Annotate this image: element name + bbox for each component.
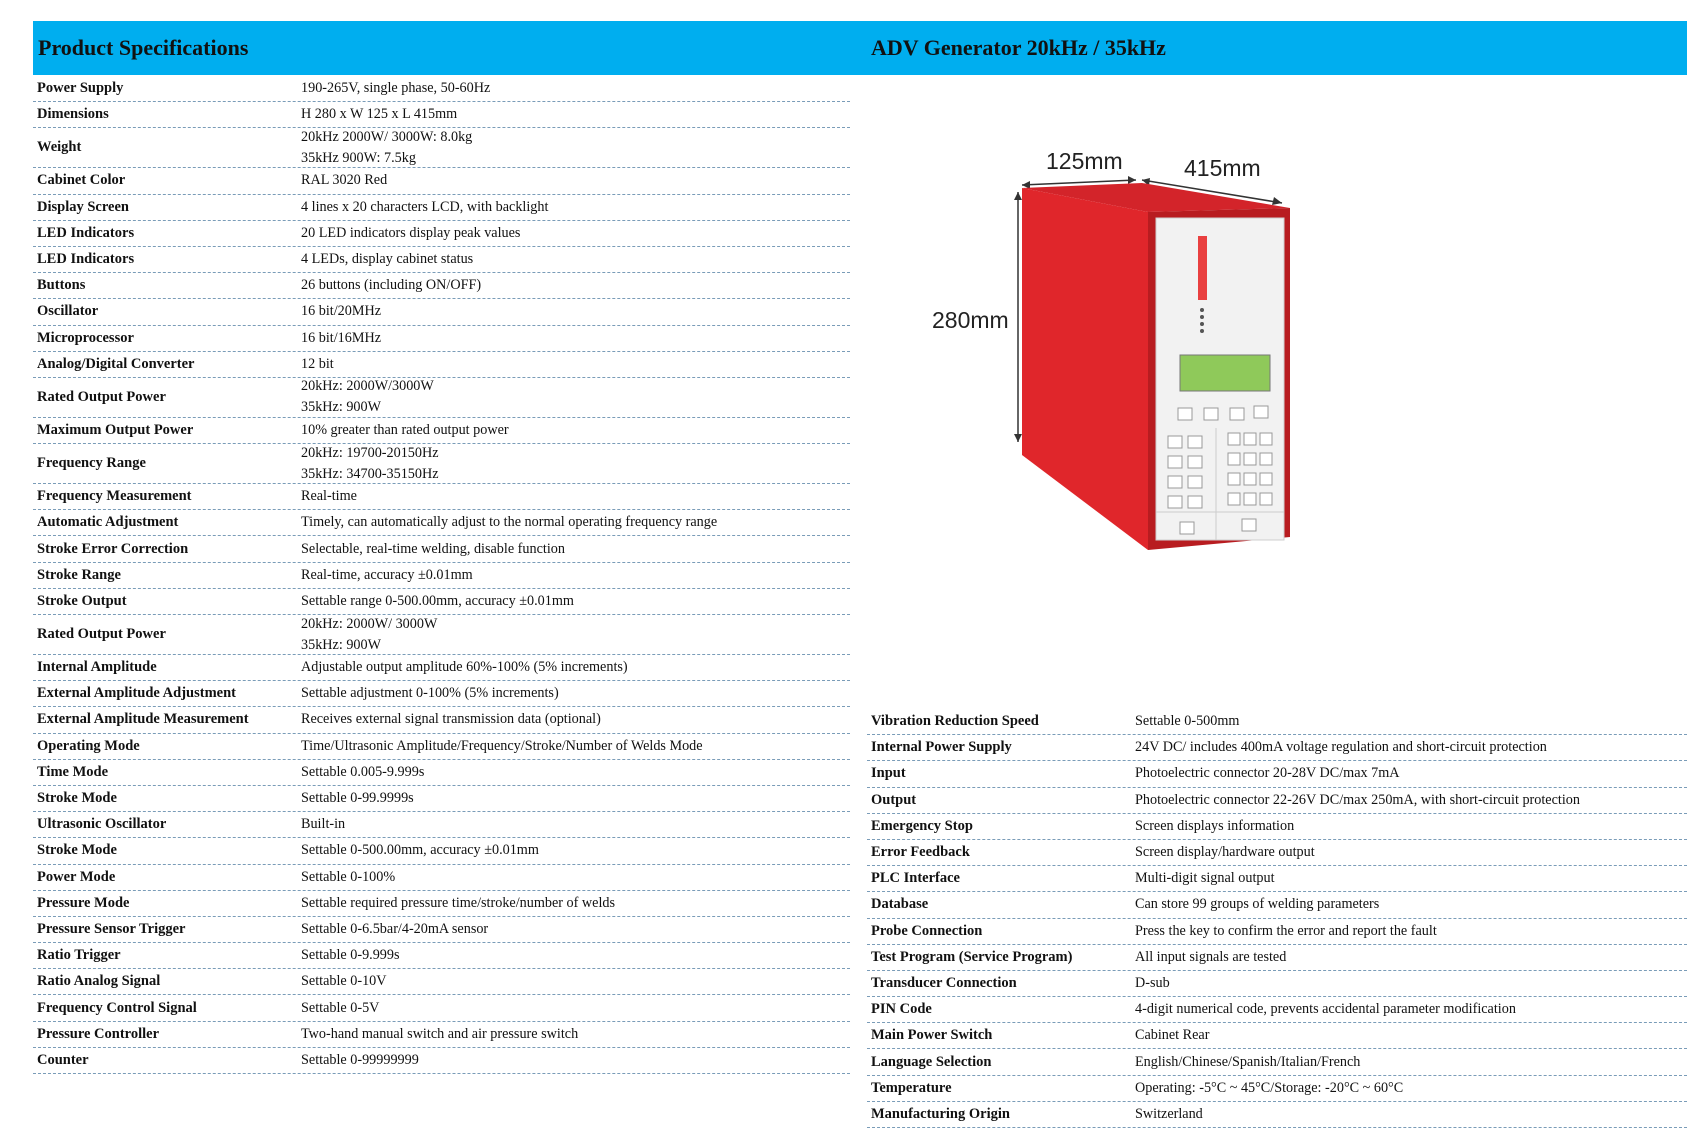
spec-value-line: Real-time — [301, 488, 357, 505]
spec-value-line: 10% greater than rated output power — [301, 421, 509, 438]
spec-value — [301, 197, 548, 218]
spec-label: Power Mode — [37, 868, 116, 885]
spec-label: Rated Output Power — [37, 388, 166, 405]
spec-row — [867, 892, 1687, 918]
spec-value — [301, 867, 395, 888]
height-label: 280mm — [932, 307, 1009, 333]
product-title: ADV Generator 20kHz / 35kHz — [871, 35, 1166, 60]
spec-row — [33, 615, 850, 655]
spec-value-line: Settable 0-9.999s — [301, 947, 400, 964]
spec-value — [301, 998, 379, 1019]
spec-label: LED Indicators — [37, 251, 135, 268]
spec-label: Analog/Digital Converter — [37, 355, 195, 372]
spec-value-line: Receives external signal transmission data (optional) — [301, 711, 601, 728]
spec-value-line: 26 buttons (including ON/OFF) — [301, 277, 482, 294]
spec-row — [33, 943, 850, 969]
spec-value — [301, 443, 439, 485]
spec-value — [1135, 763, 1400, 784]
length-label: 415mm — [1184, 155, 1261, 181]
spec-row — [867, 788, 1687, 814]
spec-row — [33, 221, 850, 247]
spec-table-right — [867, 709, 1687, 1128]
spec-value-line: 20kHz: 2000W/3000W — [301, 378, 434, 395]
spec-label: Temperature — [871, 1079, 952, 1096]
spec-value — [1135, 921, 1437, 942]
spec-value-line: 4 lines x 20 characters LCD, with backlight — [301, 198, 549, 215]
spec-row — [33, 812, 850, 838]
spec-row — [867, 1049, 1687, 1075]
header-bar — [33, 21, 1687, 75]
spec-value — [301, 709, 601, 730]
spec-label: Stroke Mode — [37, 842, 117, 859]
spec-row — [867, 761, 1687, 787]
spec-table-left — [33, 76, 850, 1074]
spec-row — [867, 866, 1687, 892]
spec-row — [867, 997, 1687, 1023]
spec-value-line: Screen display/hardware output — [1135, 844, 1315, 861]
spec-row — [33, 995, 850, 1021]
spec-label: Test Program (Service Program) — [871, 948, 1073, 965]
spec-value-line: RAL 3020 Red — [301, 172, 388, 189]
spec-value-line: Settable 0-99999999 — [301, 1051, 419, 1068]
spec-value — [301, 539, 565, 560]
spec-row — [867, 1076, 1687, 1102]
spec-label: External Amplitude Adjustment — [37, 685, 236, 702]
spec-value-line: Two-hand manual switch and air pressure switch — [301, 1025, 579, 1042]
spec-label: Stroke Range — [37, 566, 121, 583]
spec-label: Ratio Trigger — [37, 947, 121, 964]
spec-value-line: Settable 0-5V — [301, 999, 380, 1016]
spec-label: Weight — [37, 139, 82, 156]
spec-label: Frequency Range — [37, 455, 146, 472]
spec-value-line: 16 bit/16MHz — [301, 329, 381, 346]
spec-value — [301, 249, 473, 270]
spec-value — [301, 971, 387, 992]
spec-value-line: 190-265V, single phase, 50-60Hz — [301, 80, 491, 97]
spec-value — [301, 275, 481, 296]
spec-row — [867, 971, 1687, 997]
spec-row — [33, 352, 850, 378]
spec-label: Vibration Reduction Speed — [871, 713, 1039, 730]
spec-row — [33, 681, 850, 707]
spec-label: Pressure Controller — [37, 1025, 160, 1042]
spec-value — [1135, 947, 1286, 968]
spec-row — [33, 168, 850, 194]
spec-value — [301, 657, 628, 678]
spec-value-line: Press the key to confirm the error and report the fault — [1135, 922, 1437, 939]
spec-row — [867, 840, 1687, 866]
spec-row — [33, 326, 850, 352]
spec-label: Power Supply — [37, 80, 124, 97]
spec-row — [33, 563, 850, 589]
spec-value-line: D-sub — [1135, 974, 1170, 991]
spec-value-line: Can store 99 groups of welding parameters — [1135, 896, 1380, 913]
spec-label: Pressure Sensor Trigger — [37, 920, 186, 937]
spec-label: Stroke Error Correction — [37, 540, 189, 557]
spec-value — [301, 591, 574, 612]
spec-label: Cabinet Color — [37, 172, 126, 189]
spec-value — [301, 893, 615, 914]
spec-value — [1135, 1052, 1360, 1073]
spec-label: Frequency Control Signal — [37, 999, 197, 1016]
spec-label: Display Screen — [37, 198, 129, 215]
spec-value — [1135, 1025, 1209, 1046]
spec-row — [33, 891, 850, 917]
spec-row — [867, 1023, 1687, 1049]
spec-label: Ultrasonic Oscillator — [37, 816, 167, 833]
spec-label: Maximum Output Power — [37, 421, 194, 438]
spec-value — [1135, 816, 1294, 837]
spec-label: Stroke Output — [37, 592, 127, 609]
width-label: 125mm — [1046, 148, 1123, 174]
spec-row — [33, 760, 850, 786]
spec-value-line: Real-time, accuracy ±0.01mm — [301, 566, 473, 583]
spec-value-line: Built-in — [301, 816, 346, 833]
spec-row — [33, 128, 850, 168]
spec-row — [33, 484, 850, 510]
spec-value — [1135, 1078, 1403, 1099]
spec-label: Internal Power Supply — [871, 739, 1012, 756]
spec-value — [301, 354, 334, 375]
section-title: Product Specifications — [38, 35, 249, 60]
spec-value — [301, 788, 414, 809]
spec-value-line: Multi-digit signal output — [1135, 870, 1275, 887]
spec-row — [33, 247, 850, 273]
spec-value-line: Photoelectric connector 20-28V DC/max 7mA — [1135, 765, 1400, 782]
spec-value — [1135, 894, 1379, 915]
spec-row — [33, 707, 850, 733]
spec-label: LED Indicators — [37, 224, 135, 241]
spec-value-line: 35kHz: 900W — [301, 399, 381, 416]
spec-value — [1135, 999, 1516, 1020]
spec-value-line: Settable 0-10V — [301, 973, 387, 990]
spec-row — [33, 865, 850, 891]
spec-label: Language Selection — [871, 1053, 992, 1070]
spec-label: Manufacturing Origin — [871, 1105, 1010, 1122]
spec-value-line: 16 bit/20MHz — [301, 303, 381, 320]
spec-value — [301, 328, 381, 349]
spec-row — [33, 299, 850, 325]
spec-label: Microprocessor — [37, 329, 134, 346]
spec-value-line: Settable required pressure time/stroke/number of welds — [301, 894, 616, 911]
spec-value-line: Photoelectric connector 22-26V DC/max 250mA, with short-circuit protection — [1135, 791, 1580, 808]
spec-value — [1135, 973, 1170, 994]
spec-row — [867, 814, 1687, 840]
spec-label: PIN Code — [871, 1001, 932, 1018]
spec-row — [33, 102, 850, 128]
spec-value-line: Settable 0-6.5bar/4-20mA sensor — [301, 920, 489, 937]
spec-value-line: English/Chinese/Spanish/Italian/French — [1135, 1053, 1361, 1070]
spec-value-line: 35kHz: 34700-35150Hz — [301, 465, 439, 482]
spec-value — [301, 1050, 419, 1071]
spec-label: Counter — [37, 1051, 89, 1068]
spec-value-line: H 280 x W 125 x L 415mm — [301, 106, 458, 123]
spec-label: PLC Interface — [871, 870, 960, 887]
lcd-screen — [1180, 355, 1270, 391]
spec-value — [301, 104, 457, 125]
spec-value — [301, 919, 488, 940]
spec-label: Output — [871, 791, 917, 808]
spec-value — [1135, 1104, 1203, 1125]
spec-label: Emergency Stop — [871, 817, 973, 834]
spec-value-line: 4 LEDs, display cabinet status — [301, 251, 474, 268]
spec-value-line: Settable 0-500.00mm, accuracy ±0.01mm — [301, 842, 539, 859]
spec-label: Main Power Switch — [871, 1027, 993, 1044]
spec-value-line: Switzerland — [1135, 1105, 1203, 1122]
spec-label: Error Feedback — [871, 844, 970, 861]
spec-value — [301, 736, 703, 757]
spec-label: Oscillator — [37, 303, 99, 320]
spec-value-line: 35kHz 900W: 7.5kg — [301, 149, 416, 166]
spec-value-line: Settable 0-99.9999s — [301, 790, 414, 807]
spec-label: Dimensions — [37, 106, 109, 123]
spec-value — [301, 512, 717, 533]
spec-row — [33, 418, 850, 444]
spec-value — [301, 78, 490, 99]
spec-value-line: Timely, can automatically adjust to the normal operating frequency range — [301, 514, 718, 531]
spec-label: Operating Mode — [37, 737, 140, 754]
spec-value — [1135, 842, 1315, 863]
spec-value — [301, 614, 437, 656]
spec-value-line: 20kHz 2000W/ 3000W: 8.0kg — [301, 128, 473, 145]
spec-value — [1135, 790, 1580, 811]
spec-row — [33, 76, 850, 102]
spec-row — [33, 195, 850, 221]
spec-row — [867, 709, 1687, 735]
led-bar — [1198, 236, 1207, 300]
spec-value — [301, 170, 387, 191]
spec-label: Input — [871, 765, 906, 782]
product-figure — [932, 148, 1440, 610]
spec-row — [33, 838, 850, 864]
spec-row — [33, 655, 850, 681]
spec-value — [301, 683, 559, 704]
spec-label: Pressure Mode — [37, 894, 130, 911]
spec-row — [33, 589, 850, 615]
spec-value — [301, 420, 509, 441]
spec-label: Internal Amplitude — [37, 659, 157, 676]
spec-row — [867, 919, 1687, 945]
spec-value — [301, 565, 473, 586]
spec-value-line: Settable 0.005-9.999s — [301, 763, 425, 780]
generator-image — [932, 148, 1440, 610]
spec-value-line: 20 LED indicators display peak values — [301, 224, 521, 241]
spec-value-line: Selectable, real-time welding, disable function — [301, 540, 565, 557]
spec-value — [301, 762, 424, 783]
spec-row — [33, 917, 850, 943]
spec-row — [33, 969, 850, 995]
spec-value — [301, 301, 381, 322]
spec-value — [301, 127, 472, 169]
spec-value-line: 20kHz: 19700-20150Hz — [301, 444, 439, 461]
spec-value-line: Settable 0-500mm — [1135, 713, 1240, 730]
spec-row — [33, 1048, 850, 1074]
spec-value — [301, 1024, 578, 1045]
spec-row — [867, 945, 1687, 971]
spec-value-line: 35kHz: 900W — [301, 636, 381, 653]
spec-value-line: 12 bit — [301, 355, 334, 372]
spec-value-line: 4-digit numerical code, prevents accidental parameter modification — [1135, 1001, 1516, 1018]
spec-label: Transducer Connection — [871, 974, 1017, 991]
spec-label: Database — [871, 896, 929, 913]
spec-label: Ratio Analog Signal — [37, 973, 161, 990]
spec-row — [33, 536, 850, 562]
spec-value — [1135, 737, 1547, 758]
spec-label: Buttons — [37, 277, 86, 294]
spec-row — [33, 510, 850, 536]
spec-row — [867, 735, 1687, 761]
spec-row — [33, 444, 850, 484]
spec-label: External Amplitude Measurement — [37, 711, 249, 728]
spec-value — [301, 223, 520, 244]
cabinet-side — [1022, 188, 1148, 550]
spec-row — [33, 378, 850, 418]
spec-value-line: 24V DC/ includes 400mA voltage regulation and short-circuit protection — [1135, 739, 1547, 756]
spec-label: Probe Connection — [871, 922, 983, 939]
spec-value-line: Adjustable output amplitude 60%-100% (5% increments) — [301, 659, 628, 676]
spec-value — [1135, 868, 1275, 889]
spec-value-line: 20kHz: 2000W/ 3000W — [301, 615, 438, 632]
spec-row — [33, 273, 850, 299]
spec-value-line: Operating: -5°C ~ 45°C/Storage: -20°C ~ 60°C — [1135, 1079, 1404, 1096]
spec-label: Time Mode — [37, 763, 109, 780]
spec-value — [301, 945, 400, 966]
spec-value — [301, 486, 357, 507]
spec-value-line: Settable 0-100% — [301, 868, 396, 885]
spec-value-line: All input signals are tested — [1135, 948, 1287, 965]
spec-value — [301, 814, 345, 835]
spec-value-line: Settable range 0-500.00mm, accuracy ±0.01mm — [301, 592, 574, 609]
spec-value-line: Settable adjustment 0-100% (5% increments) — [301, 685, 559, 702]
spec-row — [867, 1102, 1687, 1128]
spec-value — [1135, 711, 1239, 732]
spec-value-line: Time/Ultrasonic Amplitude/Frequency/Stroke/Number of Welds Mode — [301, 737, 703, 754]
spec-label: Frequency Measurement — [37, 488, 192, 505]
spec-value-line: Screen displays information — [1135, 817, 1295, 834]
spec-label: Rated Output Power — [37, 626, 166, 642]
spec-label: Automatic Adjustment — [37, 514, 179, 531]
spec-row — [33, 1022, 850, 1048]
spec-value — [301, 840, 539, 861]
spec-row — [33, 734, 850, 760]
spec-value-line: Cabinet Rear — [1135, 1027, 1210, 1044]
spec-row — [33, 786, 850, 812]
spec-label: Stroke Mode — [37, 790, 117, 807]
spec-value — [301, 376, 434, 418]
